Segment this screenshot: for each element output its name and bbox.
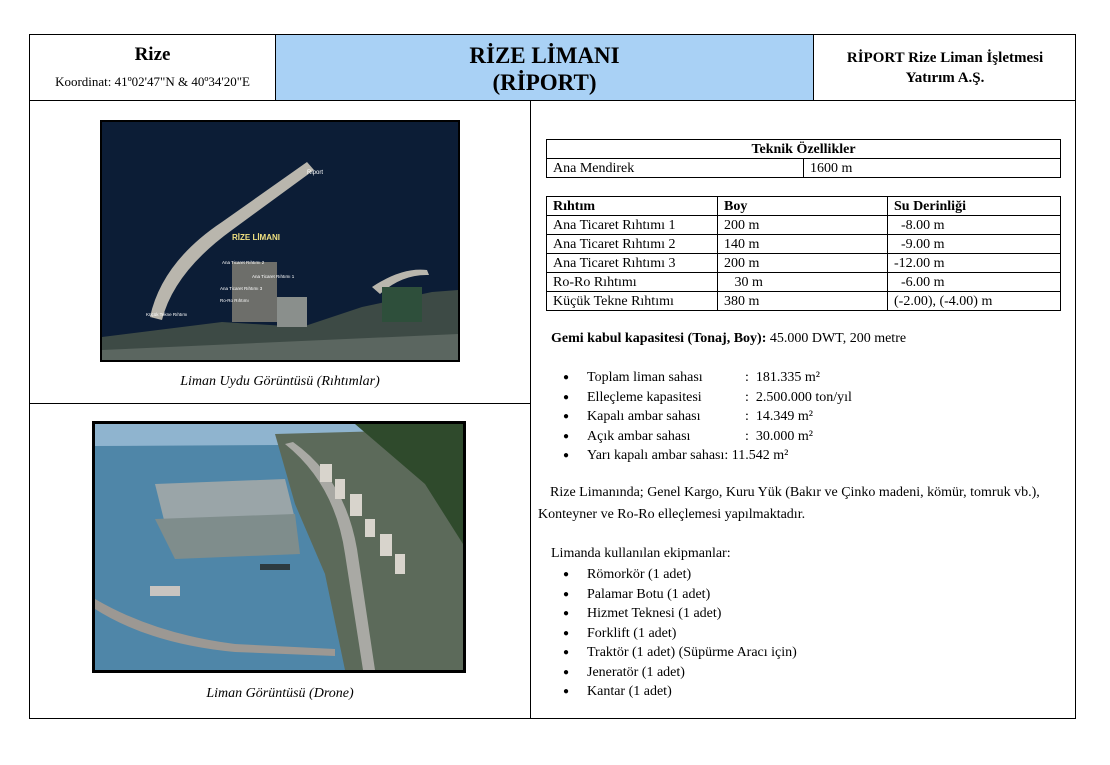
port-specs-list [560, 368, 852, 466]
sat-label-ana-ticaret-2: Ana Ticaret Rıhtımı 2 [222, 260, 265, 265]
spec-key: Yarı kapalı ambar sahası: [587, 448, 729, 463]
berth-name: Ana Ticaret Rıhtımı 1 [547, 216, 718, 235]
berth-depth: -12.00 m [888, 254, 1061, 273]
spec-value: : 2.500.000 ton/yıl [745, 389, 852, 405]
spec-key: Toplam liman sahası [587, 370, 703, 385]
list-item [560, 388, 852, 408]
list-item: ● Jeneratör (1 adet) [560, 663, 797, 683]
ship-capacity [551, 331, 906, 347]
list-item: ● Hizmet Teknesi (1 adet) [560, 604, 797, 624]
sat-label-riport: Riport [307, 170, 324, 176]
list-item: ● Traktör (1 adet) (Süpürme Aracı için) [560, 643, 797, 663]
city-name: Rize [134, 44, 171, 65]
sat-label-ana-ticaret-3: Ana Ticaret Rıhtımı 3 [220, 286, 263, 291]
table-row [547, 273, 1061, 292]
title-line2: (RİPORT) [492, 70, 597, 95]
sat-label-rize-limani: RİZE LİMANI [232, 233, 280, 242]
equipment-list [560, 565, 797, 702]
drone-caption: Liman Görüntüsü (Drone) [206, 686, 354, 701]
header-location [30, 35, 276, 101]
list-item: ● Palamar Botu (1 adet) [560, 585, 797, 605]
list-item [560, 427, 852, 447]
mendirek-label: Ana Mendirek [547, 159, 804, 178]
berth-depth: -6.00 m [888, 273, 1061, 292]
cargo-paragraph: Rize Limanında; Genel Kargo, Kuru Yük (Bakır ve Çinko madeni, kömür, tomruk vb.), Konteyner ve Ro-Ro elleçlemesi yapılmaktadır. [538, 485, 1040, 522]
satellite-caption: Liman Uydu Görüntüsü (Rıhtımlar) [180, 374, 380, 389]
spec-value: 11.542 m² [728, 448, 789, 463]
berth-name: Ana Ticaret Rıhtımı 2 [547, 235, 718, 254]
satellite-image [100, 120, 460, 362]
header-title [276, 35, 814, 101]
list-item [560, 368, 852, 388]
berth-length: 200 m [718, 216, 888, 235]
berth-header-name: Rıhtım [547, 197, 718, 216]
sat-label-kucuk-tekne: Küçük Tekne Rıhtımı [146, 312, 188, 317]
table-row [547, 235, 1061, 254]
sat-label-roro: Ro-Ro Rıhtımı [220, 298, 249, 303]
table-row [547, 292, 1061, 311]
list-item: ● Römorkör (1 adet) [560, 565, 797, 585]
sat-label-ana-ticaret-1: Ana Ticaret Rıhtımı 1 [252, 274, 295, 279]
equipment-heading: Limanda kullanılan ekipmanlar: [551, 546, 731, 561]
berth-length: 380 m [718, 292, 888, 311]
berth-depth: (-2.00), (-4.00) m [888, 292, 1061, 311]
operator-line2: Yatırım A.Ş. [905, 70, 985, 86]
berth-header-depth: Su Derinliği [888, 197, 1061, 216]
berth-table [546, 196, 1061, 311]
list-item [560, 446, 852, 466]
list-item [560, 407, 852, 427]
spec-key: Elleçleme kapasitesi [587, 389, 702, 405]
berth-length: 30 m [718, 273, 888, 292]
table-row [547, 254, 1061, 273]
spec-value: : 30.000 m² [745, 428, 813, 444]
berth-length: 140 m [718, 235, 888, 254]
title-line1: RİZE LİMANI [469, 43, 620, 68]
berth-name: Küçük Tekne Rıhtımı [547, 292, 718, 311]
berth-name: Ana Ticaret Rıhtımı 3 [547, 254, 718, 273]
column-divider [530, 101, 531, 719]
table-row [547, 216, 1061, 235]
technical-specs-table [546, 139, 1061, 178]
info-sheet [29, 34, 1076, 719]
ship-capacity-value: 45.000 DWT, 200 metre [766, 331, 907, 346]
technical-specs-title: Teknik Özellikler [547, 140, 1061, 159]
mendirek-value: 1600 m [804, 159, 1061, 178]
list-item: ● Kantar (1 adet) [560, 682, 797, 702]
berth-header-length: Boy [718, 197, 888, 216]
berth-depth: -9.00 m [888, 235, 1061, 254]
berth-depth: -8.00 m [888, 216, 1061, 235]
operator-line1: RİPORT Rize Liman İşletmesi [846, 50, 1044, 66]
spec-key: Açık ambar sahası [587, 428, 691, 444]
ship-capacity-label: Gemi kabul kapasitesi (Tonaj, Boy): [551, 331, 767, 346]
spec-value: : 181.335 m² [745, 370, 820, 385]
drone-image [92, 421, 466, 673]
spec-key: Kapalı ambar sahası [587, 409, 701, 424]
list-item: ● Forklift (1 adet) [560, 624, 797, 644]
berth-length: 200 m [718, 254, 888, 273]
coordinates: Koordinat: 41º02'47"N & 40º34'20"E [55, 74, 250, 89]
header-operator [814, 35, 1076, 101]
row-divider [30, 403, 531, 404]
spec-value: : 14.349 m² [745, 409, 813, 424]
berth-name: Ro-Ro Rıhtımı [547, 273, 718, 292]
